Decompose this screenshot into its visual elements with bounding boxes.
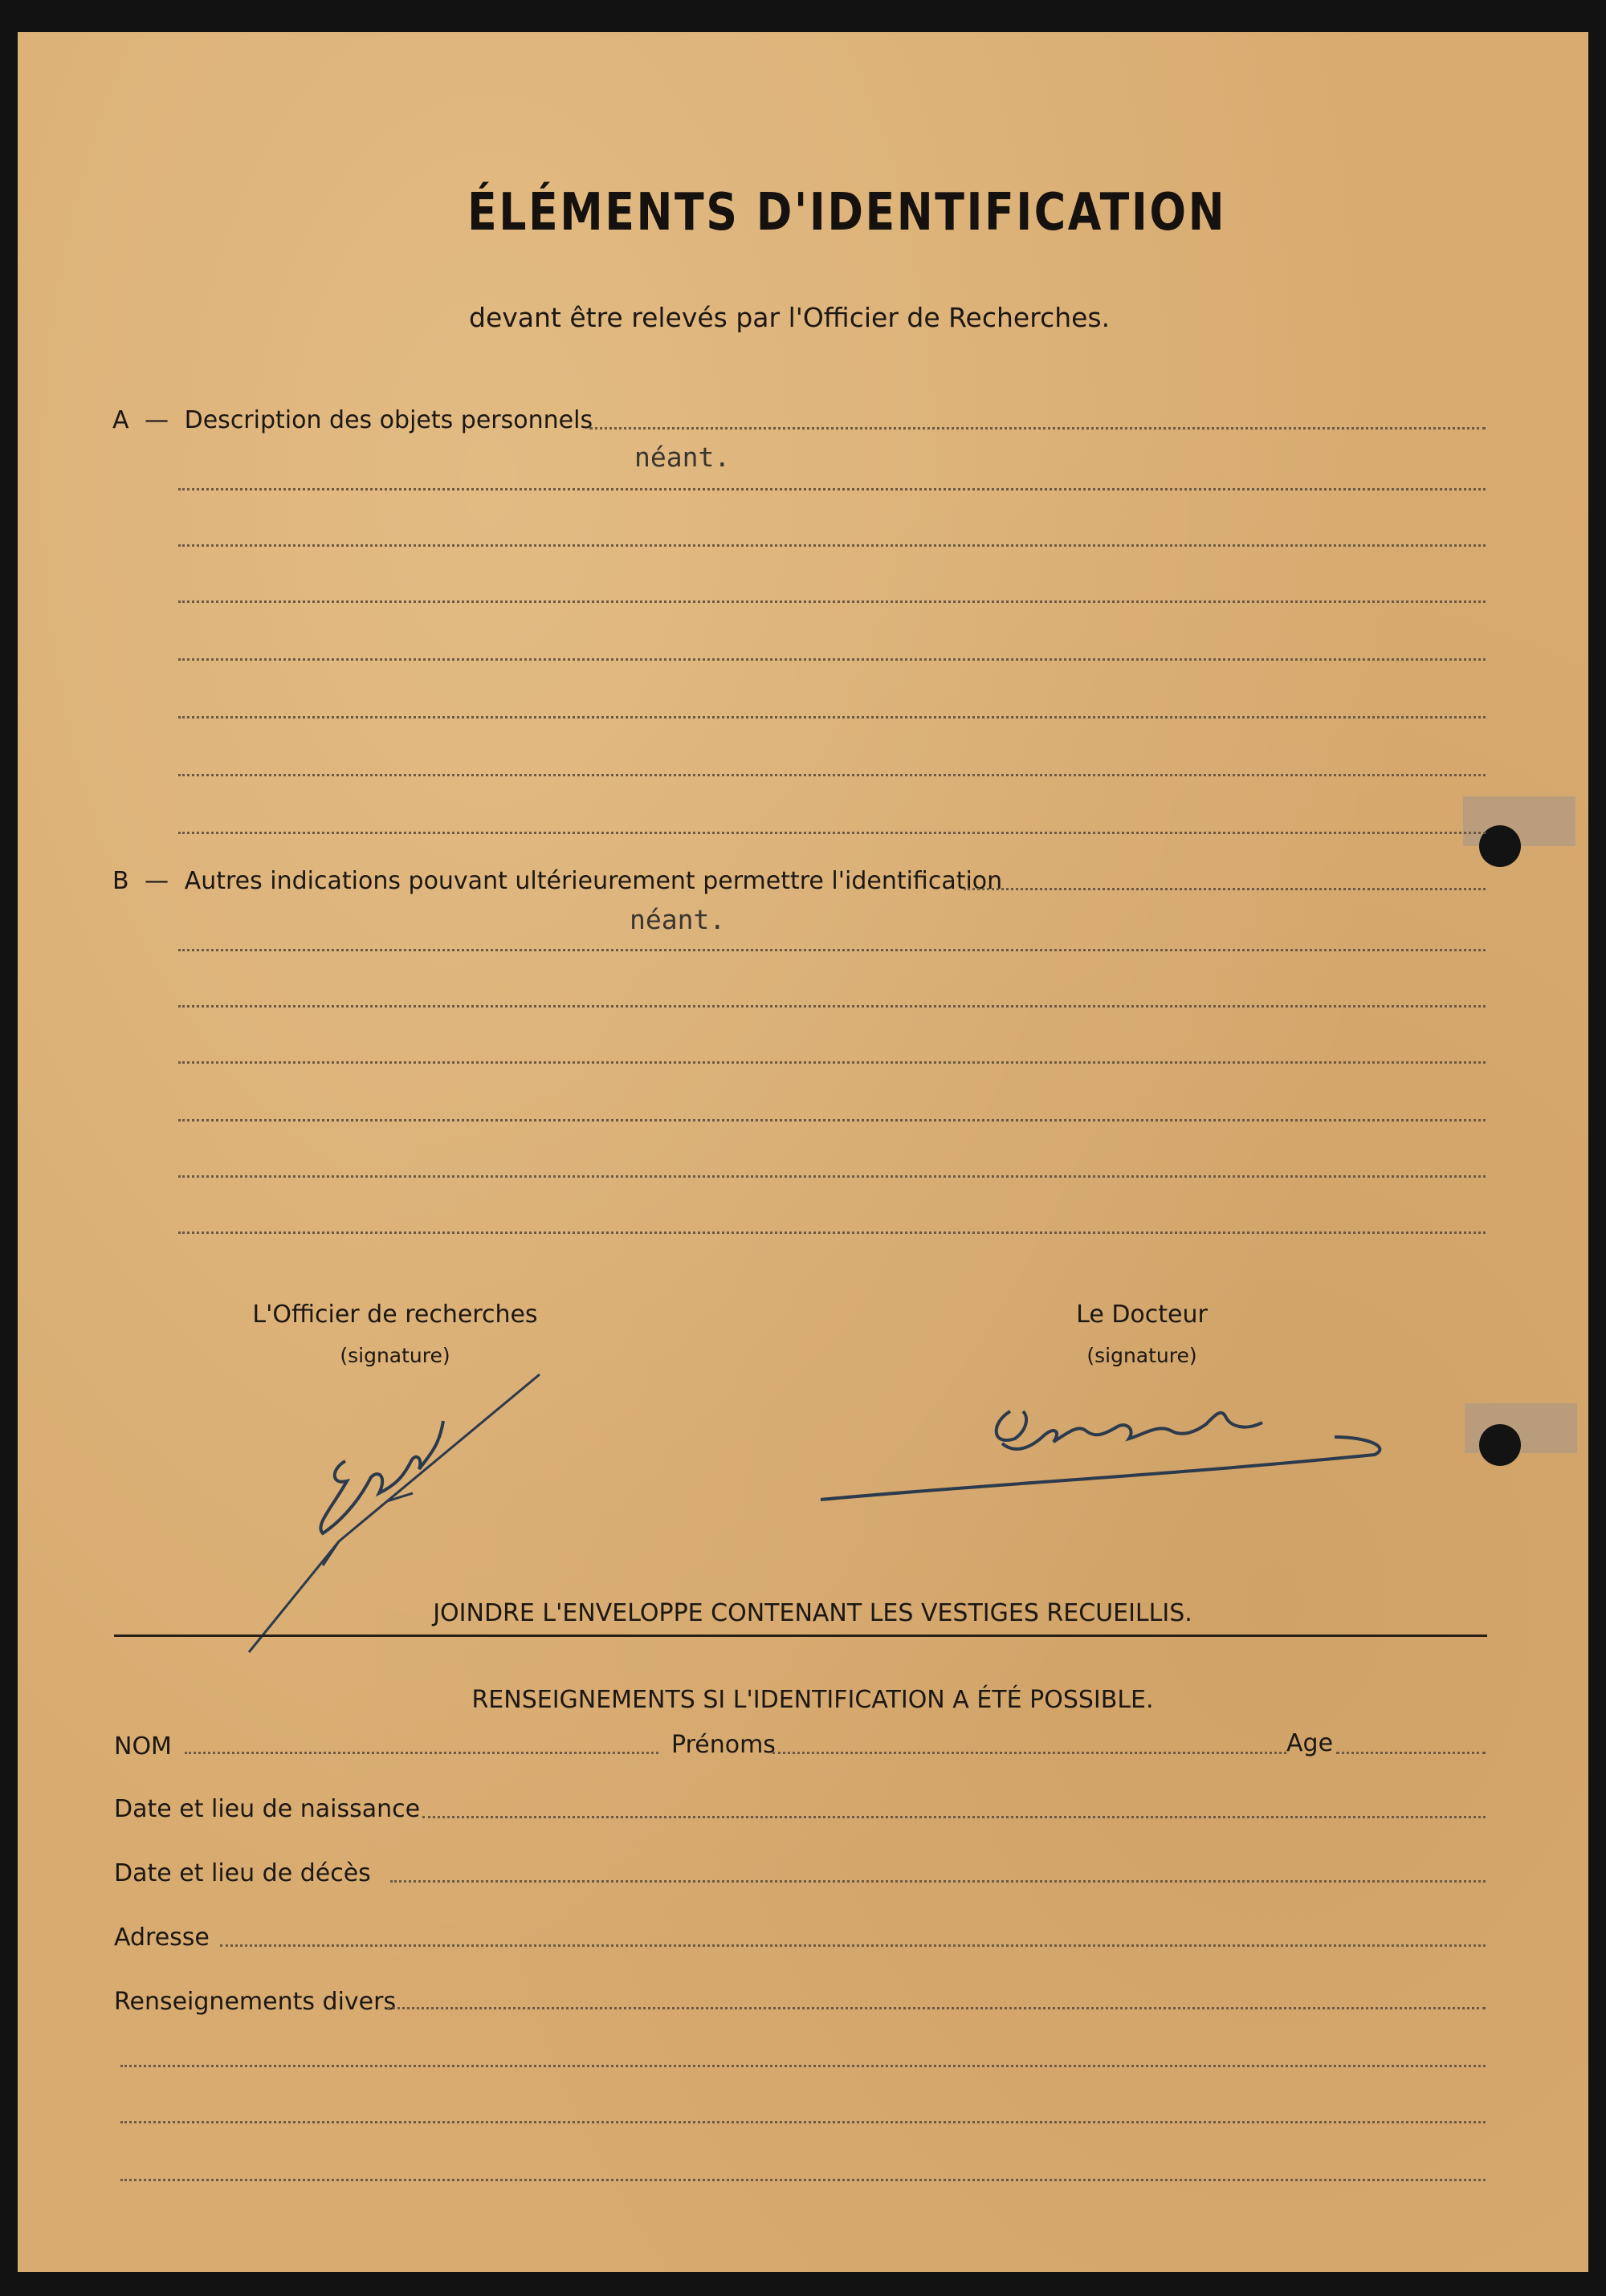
- section-b-label: [112, 867, 1002, 895]
- prenoms-field[interactable]: [772, 1752, 1286, 1754]
- section-a-text: Description des objets personnels: [184, 406, 593, 434]
- section-a-line-4: [178, 600, 1486, 603]
- section-a-line-8: [178, 832, 1486, 834]
- section-a-line-6: [178, 716, 1486, 719]
- nom-field[interactable]: [185, 1752, 658, 1754]
- section-b-line-7: [178, 1231, 1486, 1234]
- doctor-signature-note: (signature): [1086, 1344, 1197, 1367]
- section-b-letter: B: [112, 867, 129, 895]
- punch-hole-bottom: [1479, 1424, 1521, 1466]
- form-page: [18, 32, 1588, 2272]
- officer-signature-note: (signature): [340, 1344, 450, 1367]
- section-b-line-3: [178, 1005, 1486, 1008]
- section-a-letter: A: [112, 406, 129, 434]
- info-heading: RENSEIGNEMENTS SI L'IDENTIFICATION A ÉTÉ POSSIBLE.: [471, 1686, 1154, 1714]
- birth-label: Date et lieu de naissance: [114, 1795, 421, 1823]
- nom-label: NOM: [114, 1732, 172, 1761]
- section-a-line-7: [178, 774, 1486, 776]
- form-title: ÉLÉMENTS D'IDENTIFICATION: [467, 183, 1227, 242]
- section-a-line-1: [589, 427, 1486, 429]
- section-a-typed-value: néant.: [634, 442, 731, 473]
- section-b-line-6: [178, 1175, 1486, 1178]
- death-label: Date et lieu de décès: [114, 1859, 371, 1887]
- misc-field-4[interactable]: [120, 2179, 1486, 2181]
- misc-field-2[interactable]: [120, 2065, 1486, 2067]
- misc-field-3[interactable]: [120, 2121, 1486, 2123]
- address-label: Adresse: [114, 1924, 210, 1952]
- section-a-dash: —: [145, 406, 169, 434]
- section-b-line-4: [178, 1061, 1486, 1064]
- section-a-line-5: [178, 658, 1486, 661]
- section-b-dash: —: [145, 867, 169, 895]
- section-b-typed-value: néant.: [630, 904, 726, 935]
- section-a-line-3: [178, 544, 1486, 547]
- section-b-line-1: [964, 888, 1486, 890]
- officer-title: L'Officier de recherches: [252, 1301, 538, 1329]
- section-divider: [114, 1634, 1487, 1637]
- doctor-title: Le Docteur: [1076, 1301, 1208, 1329]
- birth-field[interactable]: [422, 1816, 1486, 1818]
- section-a-line-2: [178, 488, 1486, 491]
- section-b-line-2: [178, 949, 1486, 951]
- prenoms-label: Prénoms: [671, 1731, 776, 1759]
- section-b-line-5: [178, 1119, 1486, 1122]
- age-field[interactable]: [1336, 1752, 1486, 1754]
- doctor-signature: [813, 1389, 1407, 1509]
- death-field[interactable]: [390, 1880, 1486, 1883]
- misc-field-1[interactable]: [387, 2007, 1486, 2009]
- age-label: Age: [1286, 1729, 1334, 1757]
- form-subtitle: devant être relevés par l'Officier de Recherches.: [469, 302, 1111, 333]
- address-field[interactable]: [220, 1944, 1486, 1947]
- section-b-text: Autres indications pouvant ultérieurement permettre l'identification: [184, 867, 1003, 895]
- enclosure-note: JOINDRE L'ENVELOPPE CONTENANT LES VESTIGES RECUEILLIS.: [433, 1599, 1192, 1627]
- section-a-label: [112, 406, 593, 434]
- misc-label: Renseignements divers: [114, 1988, 397, 2016]
